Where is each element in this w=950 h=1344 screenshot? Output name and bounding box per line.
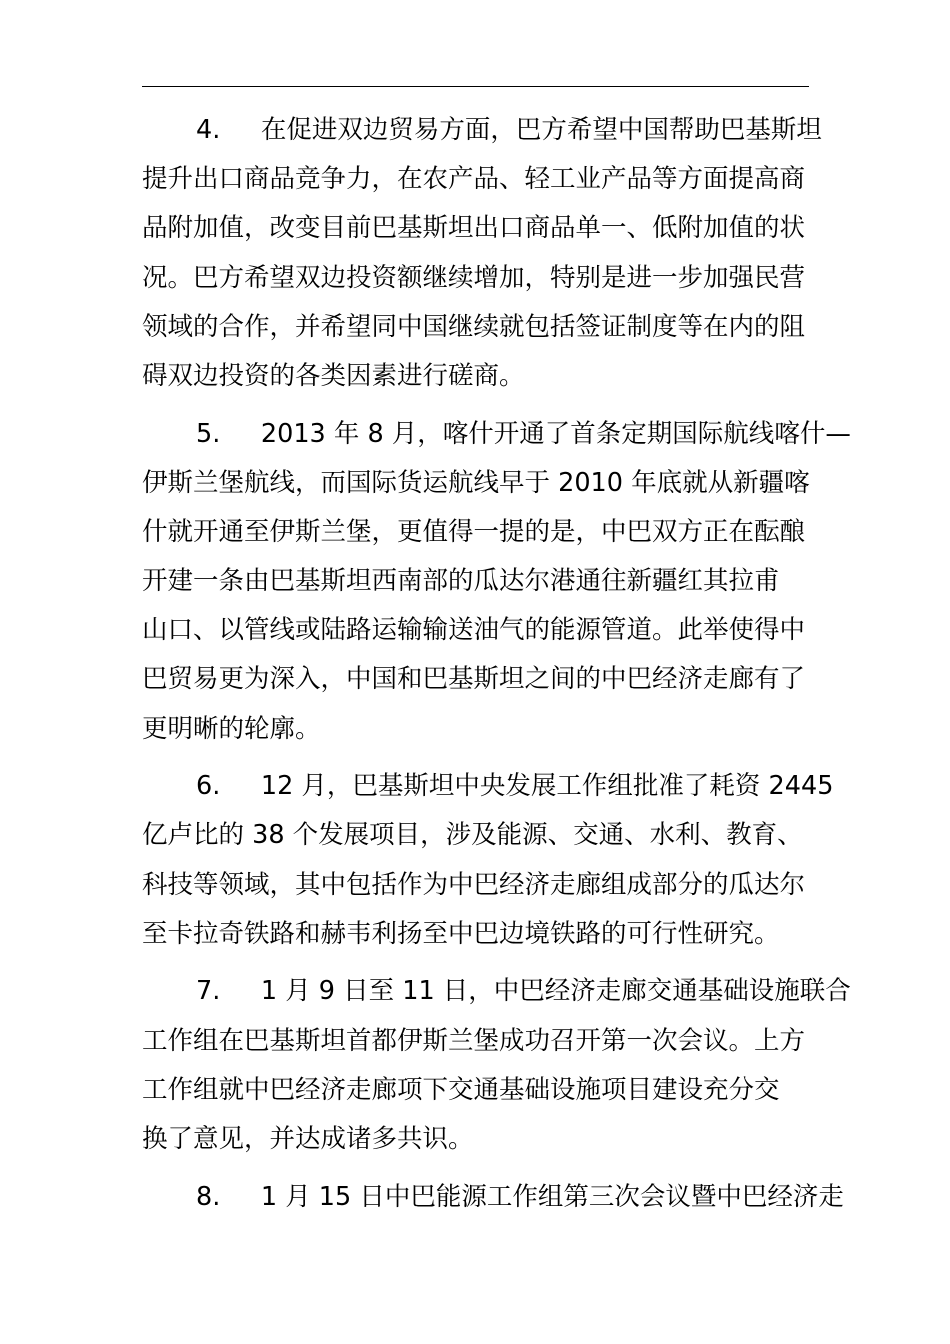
paragraph-line [142,1173,842,1222]
paragraph-spacer [142,401,842,409]
paragraph-number: 4. [196,115,221,145]
paragraph-line: 山口、以管线或陆路运输输送油气的能源管道。此举使得中 [142,615,806,646]
paragraph-number: 8. [196,1181,221,1212]
paragraph-line [142,410,851,459]
paragraph-line: 至卡拉奇铁路和赫韦利扬至中巴边境铁路的可行性研究。 [142,918,780,949]
paragraph-text: 2013 年 8 月，喀什开通了首条定期国际航线喀什— [260,418,851,449]
header-rule [142,86,809,87]
paragraph-line: 碍双边投资的各类因素进行磋商。 [142,360,525,391]
paragraph-line: 品附加值，改变目前巴基斯坦出口商品单一、低附加值的状 [142,213,806,244]
paragraph-number: 6. [196,771,221,802]
paragraph-line: 更明晰的轮廓。 [142,713,321,744]
paragraph-5 [142,410,851,754]
paragraph-line: 换了意见，并达成诸多共识。 [142,1123,474,1154]
paragraph-line: 亿卢比的 38 个发展项目，涉及能源、交通、水利、教育、 [142,820,803,851]
paragraph-text: 1 月 15 日中巴能源工作组第三次会议暨中巴经济走 [260,1181,844,1212]
paragraph-line: 提升出口商品竞争力，在农产品、轻工业产品等方面提高商 [142,164,806,195]
paragraph-line [142,762,842,811]
document-body [142,106,851,1222]
paragraph-spacer [142,1164,842,1172]
paragraph-line: 况。巴方希望双边投资额继续增加，特别是进一步加强民营 [142,262,806,293]
paragraph-line: 领域的合作，并希望同中国继续就包括签证制度等在内的阻 [142,311,806,342]
paragraph-line: 巴贸易更为深入，中国和巴基斯坦之间的中巴经济走廊有了 [142,664,806,695]
paragraph-line [142,967,851,1016]
paragraph-spacer [142,754,842,762]
paragraph-line: 工作组在巴基斯坦首都伊斯兰堡成功召开第一次会议。上方 [142,1025,806,1056]
paragraph-text: 12 月，巴基斯坦中央发展工作组批准了耗资 2445 [260,771,834,802]
paragraph-line: 伊斯兰堡航线，而国际货运航线早于 2010 年底就从新疆喀 [142,467,810,498]
paragraph-8 [142,1173,842,1222]
paragraph-line: 工作组就中巴经济走廊项下交通基础设施项目建设充分交 [142,1074,780,1105]
paragraph-number: 7. [196,976,221,1007]
paragraph-7 [142,967,851,1164]
paragraph-line: 什就开通至伊斯兰堡，更值得一提的是，中巴双方正在酝酿 [142,516,806,547]
paragraph-text: 1 月 9 日至 11 日，中巴经济走廊交通基础设施联合 [260,976,851,1007]
paragraph-line [142,106,842,155]
paragraph-4 [142,106,842,401]
paragraph-6 [142,762,842,959]
paragraph-text: 在促进双边贸易方面，巴方希望中国帮助巴基斯坦 [260,115,822,145]
paragraph-line: 科技等领域，其中包括作为中巴经济走廊组成部分的瓜达尔 [142,869,806,900]
paragraph-spacer [142,959,842,967]
paragraph-line: 开建一条由巴基斯坦西南部的瓜达尔港通往新疆红其拉甫 [142,566,780,597]
paragraph-number: 5. [196,418,221,449]
